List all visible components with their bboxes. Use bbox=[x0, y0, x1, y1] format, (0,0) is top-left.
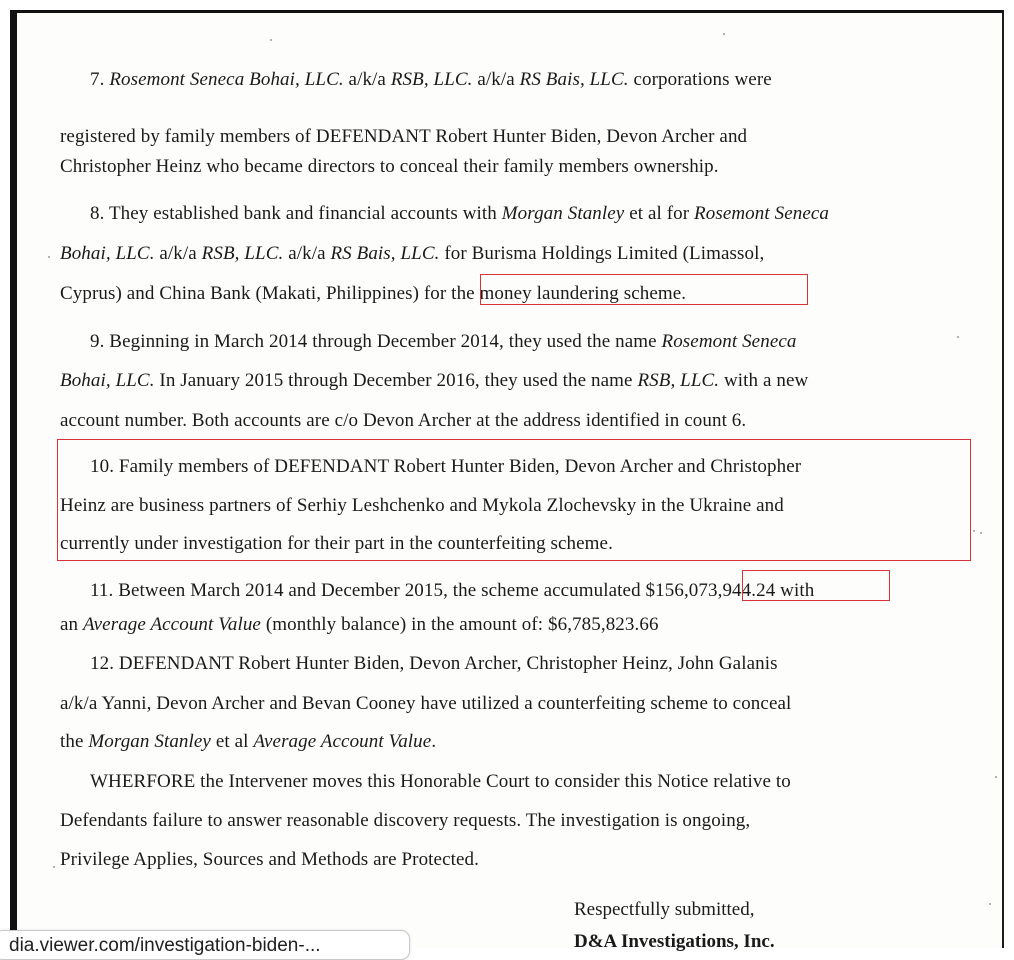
scan-speck bbox=[723, 33, 725, 35]
scan-speck bbox=[957, 336, 959, 338]
signature-closing: Respectfully submitted, bbox=[574, 899, 755, 920]
p12-line-3: the Morgan Stanley et al Average Account Value. bbox=[60, 731, 437, 752]
p9-line-2: Bohai, LLC. In January 2015 through December 2016, they used the name RSB, LLC. with a new bbox=[60, 370, 809, 391]
scan-speck bbox=[270, 39, 272, 41]
wherefore-line-1: WHERFORE the Intervener moves this Honorable Court to consider this Notice relative to bbox=[90, 771, 791, 792]
p9-line-3: account number. Both accounts are c/o Devon Archer at the address identified in count 6. bbox=[60, 410, 747, 431]
scan-speck bbox=[48, 256, 50, 258]
p10-line-2: Heinz are business partners of Serhiy Leshchenko and Mykola Zlochevsky in the Ukraine and bbox=[60, 495, 784, 516]
scan-speck bbox=[53, 866, 55, 868]
highlight-money-laundering bbox=[480, 274, 808, 305]
p7-line-2: registered by family members of DEFENDANT Robert Hunter Biden, Devon Archer and bbox=[60, 126, 748, 147]
link-preview-pill[interactable]: dia.viewer.com/investigation-biden-... bbox=[0, 930, 410, 960]
p8-line-3: Cyprus) and China Bank (Makati, Philippines) for the money laundering scheme. bbox=[60, 283, 687, 304]
signature-org: D&A Investigations, Inc. bbox=[574, 931, 775, 952]
amount-total: $156,073,944.24 bbox=[645, 580, 776, 601]
p9-line-1: 9. Beginning in March 2014 through December 2014, they used the name Rosemont Seneca bbox=[90, 331, 797, 352]
p11-line-1: 11. Between March 2014 and December 2015, the scheme accumulated $156,073,944.24 with bbox=[90, 580, 815, 601]
p8-line-2: Bohai, LLC. a/k/a RSB, LLC. a/k/a RS Bais, LLC. for Burisma Holdings Limited (Limassol, bbox=[60, 243, 765, 264]
p11-line-2: an Average Account Value (monthly balance) in the amount of: $6,785,823.66 bbox=[60, 614, 659, 635]
p8-line-1: 8. They established bank and financial accounts with Morgan Stanley et al for Rosemont Seneca bbox=[90, 203, 830, 224]
scan-speck bbox=[973, 530, 975, 532]
wherefore-line-2: Defendants failure to answer reasonable discovery requests. The investigation is ongoing, bbox=[60, 810, 751, 831]
p12-line-1: 12. DEFENDANT Robert Hunter Biden, Devon Archer, Christopher Heinz, John Galanis bbox=[90, 653, 778, 674]
p7-line-3: Christopher Heinz who became directors to conceal their family members ownership. bbox=[60, 156, 719, 177]
scan-speck bbox=[980, 532, 982, 534]
p10-line-3: currently under investigation for their part in the counterfeiting scheme. bbox=[60, 533, 613, 554]
p10-line-1: 10. Family members of DEFENDANT Robert Hunter Biden, Devon Archer and Christopher bbox=[90, 456, 802, 477]
scanned-document-page bbox=[10, 10, 1004, 952]
wherefore-line-3: Privilege Applies, Sources and Methods are Protected. bbox=[60, 849, 479, 870]
scan-speck bbox=[995, 776, 997, 778]
p12-line-2: a/k/a Yanni, Devon Archer and Bevan Cooney have utilized a counterfeiting scheme to conceal bbox=[60, 693, 792, 714]
highlight-amount bbox=[742, 570, 890, 601]
scan-speck bbox=[989, 903, 991, 905]
p7-line-1: 7. Rosemont Seneca Bohai, LLC. a/k/a RSB, LLC. a/k/a RS Bais, LLC. corporations were bbox=[90, 69, 772, 90]
